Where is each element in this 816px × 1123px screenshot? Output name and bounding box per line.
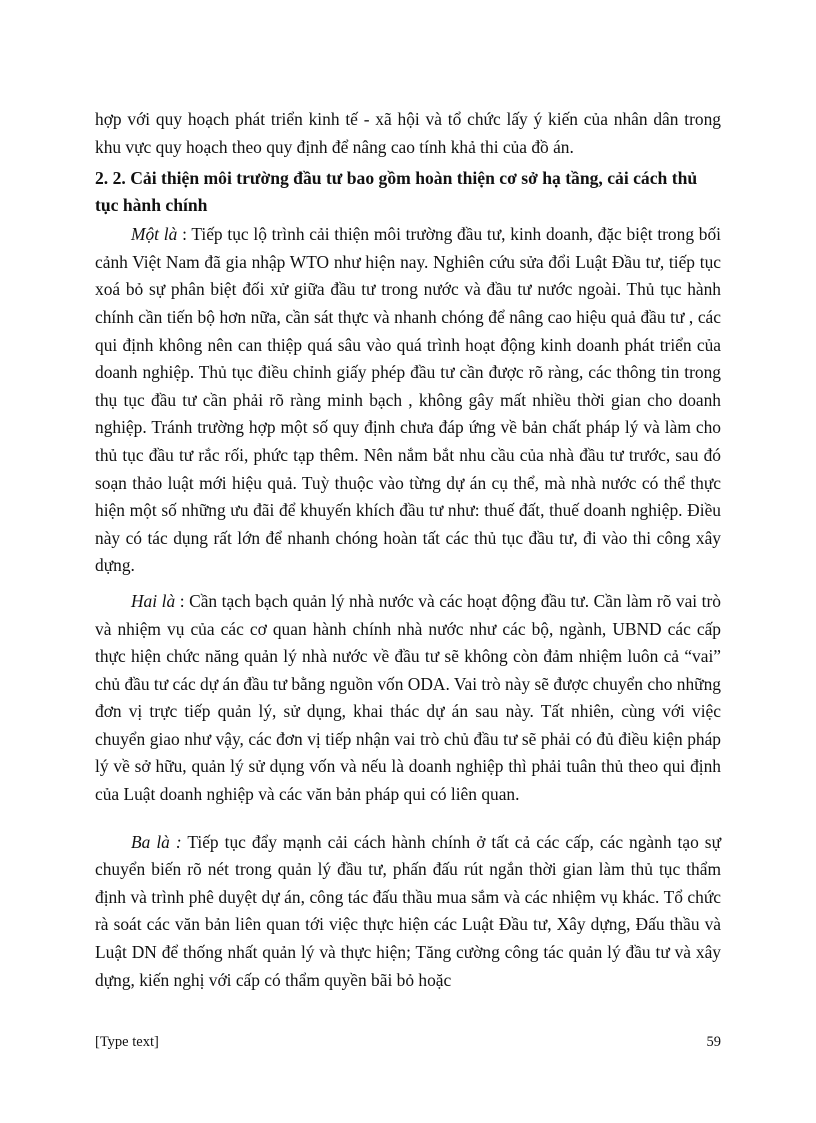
paragraph-label: Một là — [131, 224, 178, 245]
paragraph-mot-la — [95, 221, 721, 580]
page-number: 59 — [706, 1034, 721, 1050]
paragraph-ba-la — [95, 829, 721, 995]
footer-placeholder-text: [Type text] — [95, 1034, 159, 1050]
paragraph-text: Tiếp tục đẩy mạnh cải cách hành chính ở tất cả các cấp, các ngành tạo sự chuyển biến rõ nét trong quản lý đầu tư, phấn đấu rút ngắn thời gian làm thủ tục thẩm định và trình phê duyệt dự án, công tác đấu thầu mua sắm và các nhiệm vụ khác. Tổ chức rà soát các văn bản liên quan tới việc thực hiện các Luật Đầu tư, Xây dựng, Đấu thầu và Luật DN để thống nhất quản lý và thực hiện; Tăng cường công tác quản lý đầu tư và xây dựng, kiến nghị với cấp có thẩm quyền bãi bỏ hoặc — [95, 831, 721, 990]
page-body — [95, 106, 721, 994]
paragraph-label: Hai là — [131, 590, 176, 611]
paragraph-hai-la — [95, 588, 721, 809]
intro-paragraph: hợp với quy hoạch phát triển kinh tế - xã hội và tổ chức lấy ý kiến của nhân dân trong khu vực quy hoạch theo quy định để nâng cao tính khả thi của đồ án. — [95, 109, 721, 157]
paragraph-text: : Cần tạch bạch quản lý nhà nước và các hoạt động đầu tư. Cần làm rõ vai trò và nhiệm vụ của các cơ quan hành chính nhà nước như các bộ, ngành, UBND các cấp thực hiện chức năng quản lý nhà nước về đầu tư sẽ không còn đảm nhiệm luôn cả “vai” chủ đầu tư các dự án đầu tư bằng nguồn vốn ODA. Vai trò này sẽ được chuyển cho những đơn vị trực tiếp quản lý, sử dụng, khai thác dự án sau này. Tất nhiên, cùng với việc chuyển giao như vậy, các đơn vị tiếp nhận vai trò chủ đầu tư sẽ phải có đủ điều kiện pháp lý về sở hữu, quản lý sử dụng vốn và nếu là doanh nghiệp thì phải tuân thủ theo qui định của Luật doanh nghiệp và các văn bản pháp qui có liên quan. — [95, 590, 721, 805]
paragraph-text: : Tiếp tục lộ trình cải thiện môi trường đầu tư, kinh doanh, đặc biệt trong bối cảnh Việt Nam đã gia nhập WTO như hiện nay. Nghiên cứu sửa đổi Luật Đầu tư, tiếp tục xoá bỏ sự phân biệt đối xử giữa đầu tư trong nước và đầu tư nước ngoài. Thủ tục hành chính cần tiến bộ hơn nữa, cần sát thực và nhanh chóng để nâng cao hiệu quả đầu tư , các qui định không nên can thiệp quá sâu vào quá trình hoạt động kinh doanh phát triển của doanh nghiệp. Thủ tục điều chỉnh giấy phép đầu tư cần được rõ ràng, các thông tin trong thụ tục đầu tư cần phải rõ ràng minh bạch , không gây mất nhiều thời gian cho doanh nghiệp. Tránh trường hợp một số quy định chưa đáp ứng về bản chất pháp lý và làm cho thủ tục đầu tư rắc rối, phức tạp thêm. Nên nắm bắt nhu cầu của nhà đầu tư trước, sau đó soạn thảo luật mới hiệu quả. Tuỳ thuộc vào từng dự án cụ thể, mà nhà nước có thể thực hiện một số những ưu đãi để khuyến khích đầu tư như: thuế đất, thuế doanh nghiệp. Điều này có tác dụng rất lớn để nhanh chóng hoàn tất các thủ tục đầu tư, đi vào thi công xây dựng. — [95, 224, 722, 576]
section-heading: 2. 2. Cải thiện môi trường đầu tư bao gồm hoàn thiện cơ sở hạ tầng, cải cách thủ tục hành chính — [95, 168, 698, 216]
paragraph-label: Ba là : — [131, 831, 182, 852]
page-footer — [95, 1034, 721, 1051]
